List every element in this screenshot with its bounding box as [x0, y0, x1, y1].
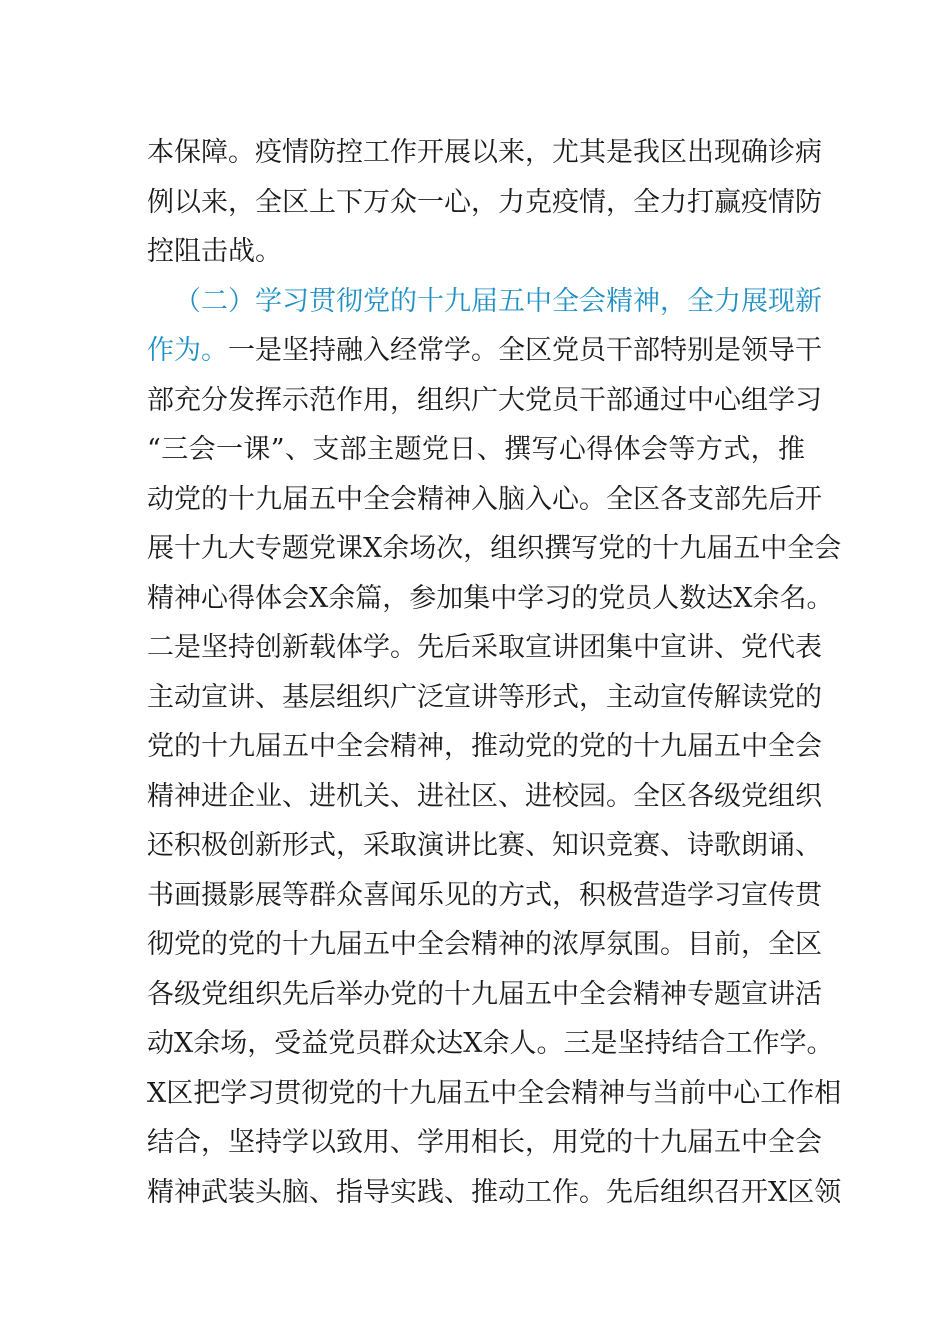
text-line: 彻党的党的十九届五中全会精神的浓厚氛围。目前，全区 [147, 929, 822, 960]
text-line: 展十九大专题党课X余场次，组织撰写党的十九届五中全会 [147, 533, 842, 564]
text-line: 党的十九届五中全会精神，推动党的党的十九届五中全会 [147, 731, 822, 762]
text-line: 精神武装头脑、指导实践、推动工作。先后组织召开X区领 [147, 1176, 842, 1208]
text-line: 动X余场，受益党员群众达X余人。三是坚持结合工作学。 [147, 1028, 834, 1059]
section-heading: （二）学习贯彻党的十九届五中全会精神，全力展现新 [174, 285, 822, 317]
paragraph-continuation [147, 128, 822, 277]
text-line: “三会一课”、支部主题党日、撰写心得体会等方式，推 [147, 434, 805, 465]
text-line: 动党的十九届五中全会精神入脑入心。全区各支部先后开 [147, 483, 822, 515]
text-run: 一是坚持融入经常学。全区党员干部特别是领导干 [228, 335, 822, 366]
text-line: 例以来，全区上下万众一心，力克疫情，全力打赢疫情防 [147, 186, 822, 218]
text-line: 书画摄影展等群众喜闻乐见的方式，积极营造学习宣传贯 [147, 879, 822, 911]
text-line: 部充分发挥示范作用，组织广大党员干部通过中心组学习 [147, 384, 822, 416]
text-line: 结合，坚持学以致用、学用相长，用党的十九届五中全会 [147, 1127, 822, 1158]
section-paragraph [147, 277, 842, 1218]
text-line: 控阻击战。 [147, 236, 282, 267]
text-line: 二是坚持创新载体学。先后采取宣讲团集中宣讲、党代表 [147, 632, 822, 663]
text-line: 各级党组织先后举办党的十九届五中全会精神专题宣讲活 [147, 978, 822, 1010]
text-line: 还积极创新形式，采取演讲比赛、知识竞赛、诗歌朗诵、 [147, 830, 822, 861]
document-body [147, 128, 842, 1217]
text-line: 精神进企业、进机关、进社区、进校园。全区各级党组织 [147, 780, 822, 812]
text-line: 本保障。疫情防控工作开展以来，尤其是我区出现确诊病 [147, 137, 822, 168]
text-line: 主动宣讲、基层组织广泛宣讲等形式，主动宣传解读党的 [147, 681, 822, 713]
text-line [147, 326, 822, 376]
section-heading-end: 作为。 [147, 335, 228, 366]
text-line: X区把学习贯彻党的十九届五中全会精神与当前中心工作相 [147, 1077, 842, 1109]
text-line: 精神心得体会X余篇，参加集中学习的党员人数达X余名。 [147, 582, 834, 614]
